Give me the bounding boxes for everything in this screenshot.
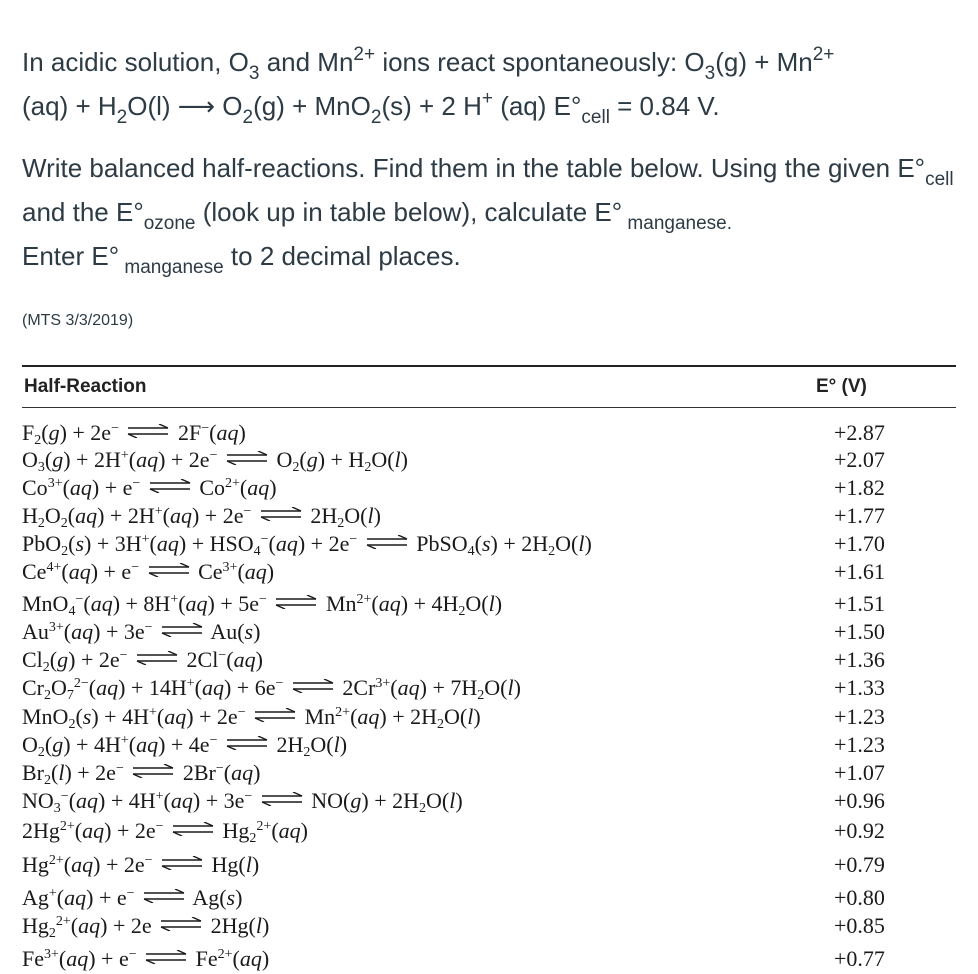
equilibrium-arrow-icon (225, 451, 269, 465)
half-reaction: Ag+(aq) + e− Ag(s) (22, 885, 243, 910)
equilibrium-arrow-icon (259, 507, 303, 521)
table-header (22, 367, 956, 408)
table-row (22, 559, 956, 587)
reaction-arrow-icon: ⟶ (170, 91, 223, 121)
equilibrium-arrow-icon (291, 679, 335, 693)
half-reaction: $O_2(g) + 4H^+(aq) + 4e^-$ $2H_2O(l)$ (22, 732, 348, 760)
potential-value: +1.23 (834, 704, 885, 729)
table-row (22, 852, 956, 880)
equilibrium-arrow-icon (126, 424, 170, 438)
half-reaction: $Co^{3+}(aq) + e^-$ $Co^{2+}(aq)$ (22, 475, 277, 500)
half-reaction: $Cr_2O_7^{2-}(aq) + 14H^+(aq) + 6e^-$ $2Cr^{3+}(aq) + 7H_2O(l)$ (22, 675, 521, 703)
potential-value: +1.33 (834, 675, 885, 700)
half-reaction: $2Hg^{2+}(aq) + 2e^-$ $Hg_2^{2+}(aq)$ (22, 818, 308, 846)
half-reaction: $F_2(g) + 2e^-$ 2F−(aq) (22, 420, 246, 448)
table-row (22, 818, 956, 846)
table-row (22, 591, 956, 619)
potential-value: +1.07 (834, 760, 885, 785)
attribution-note: (MTS 3/3/2019) (22, 312, 134, 329)
table-row (22, 760, 956, 788)
question-text (22, 40, 956, 331)
equilibrium-arrow-icon (274, 595, 318, 609)
half-reaction: $Ce^{4+}(aq) + e^-$ $Ce^{3+}(aq)$ (22, 559, 275, 584)
potential-value: +0.85 (834, 913, 885, 938)
equilibrium-arrow-icon (171, 822, 215, 836)
potential-value: +0.92 (834, 818, 885, 843)
half-reaction: MnO$_2$(s) + 4H+(aq) + 2e− $Mn^{2+}(aq) + 2H_2O(l)$ (22, 704, 481, 732)
table-row (22, 704, 956, 732)
potential-value: +1.77 (834, 503, 885, 528)
table-row (22, 788, 956, 816)
equilibrium-arrow-icon (160, 623, 204, 637)
potential-value: +0.77 (834, 946, 885, 971)
potential-value: +1.50 (834, 619, 885, 644)
potential-value: +1.61 (834, 559, 885, 584)
equilibrium-arrow-icon (159, 917, 203, 931)
header-e-volts: E° (V) (816, 376, 867, 397)
half-reaction: $NO_3^-(aq) + 4H^+(aq) + 3e^-$ $NO(g) + 2H_2O(l)$ (22, 788, 463, 816)
table-row (22, 619, 956, 647)
potential-value: +2.87 (834, 420, 885, 445)
half-reaction: MnO$_4$−(aq) + 8H+(aq) + 5e− $Mn^{2+}(aq) + 4H_2O(l)$ (22, 591, 503, 619)
potential-value: +1.70 (834, 531, 885, 556)
header-half-reaction: Half-Reaction (24, 376, 147, 397)
half-reaction: $O_3(g) + 2H^+(aq) + 2e^-$ $O_2(g) + H_2O(l)$ (22, 447, 408, 475)
equilibrium-arrow-icon (225, 736, 269, 750)
potential-value: +1.23 (834, 732, 885, 757)
equilibrium-arrow-icon (260, 792, 304, 806)
table-row (22, 420, 956, 448)
equilibrium-arrow-icon (135, 651, 179, 665)
half-reaction: $Br_2(l) + 2e^-$ 2Br−(aq) (22, 760, 261, 788)
table-row (22, 946, 956, 974)
table-row (22, 475, 956, 503)
table-row (22, 447, 956, 475)
potential-value: +0.80 (834, 885, 885, 910)
half-reaction: $Cl_2(g) + 2e^-$ 2Cl−(aq) (22, 647, 263, 675)
table-row (22, 913, 956, 941)
reduction-potential-table (22, 365, 956, 971)
table-row (22, 885, 956, 913)
potential-value: +0.79 (834, 852, 885, 877)
equilibrium-arrow-icon (160, 856, 204, 870)
potential-value: +1.36 (834, 647, 885, 672)
question-paragraph-2: Write balanced half-reactions. Find them in the table below. Using the given $E^\circ_{cell}$ and the $E^\circ_{ozone}$ (look up in table below), calculate E° $_{manganese.}$ Enter E° $_{manganese}$ to 2 decimal places. (22, 153, 954, 278)
potential-value: +2.07 (834, 447, 885, 472)
equilibrium-arrow-icon (131, 764, 175, 778)
equilibrium-arrow-icon (142, 889, 186, 903)
potential-value: +1.82 (834, 475, 885, 500)
table-row (22, 647, 956, 675)
half-reaction: $Hg_2^{2+}(aq) + 2e$ 2Hg(l) (22, 913, 270, 941)
table-row (22, 675, 956, 703)
table-row (22, 503, 956, 531)
half-reaction: $Fe^{3+}(aq) + e^-$ $Fe^{2+}(aq)$ (22, 946, 270, 971)
half-reaction: $PbO_2(s) + 3H^+(aq) + HSO_4^-(aq) + 2e^-$ PbSO$_4$(s) + $2H_2O(l)$ (22, 531, 592, 559)
equilibrium-arrow-icon (148, 479, 192, 493)
equilibrium-arrow-icon (147, 563, 191, 577)
table-row (22, 732, 956, 760)
equilibrium-arrow-icon (144, 950, 188, 964)
question-paragraph-1: In acidic solution, $O_3$ and $Mn^{2+}$ ions react spontaneously: $O_3(g) + Mn^{2+}$ $(aq) + H_2O(l)$ ⟶ $O_2(g) + MnO_2(s) + 2$ H+ (aq) $E^\circ_{cell} = 0.84$ V. (22, 44, 835, 128)
potential-value: +0.96 (834, 788, 885, 813)
half-reaction: $H_2O_2(aq) + 2H^+(aq) + 2e^-$ $2H_2O(l)$ (22, 503, 381, 531)
potential-value: +1.51 (834, 591, 885, 616)
half-reaction: $Au^{3+}(aq) + 3e^-$ Au(s) (22, 619, 261, 644)
equilibrium-arrow-icon (365, 535, 409, 549)
table-row (22, 531, 956, 559)
half-reaction: $Hg^{2+}(aq) + 2e^-$ Hg(l) (22, 852, 260, 877)
equilibrium-arrow-icon (253, 708, 297, 722)
